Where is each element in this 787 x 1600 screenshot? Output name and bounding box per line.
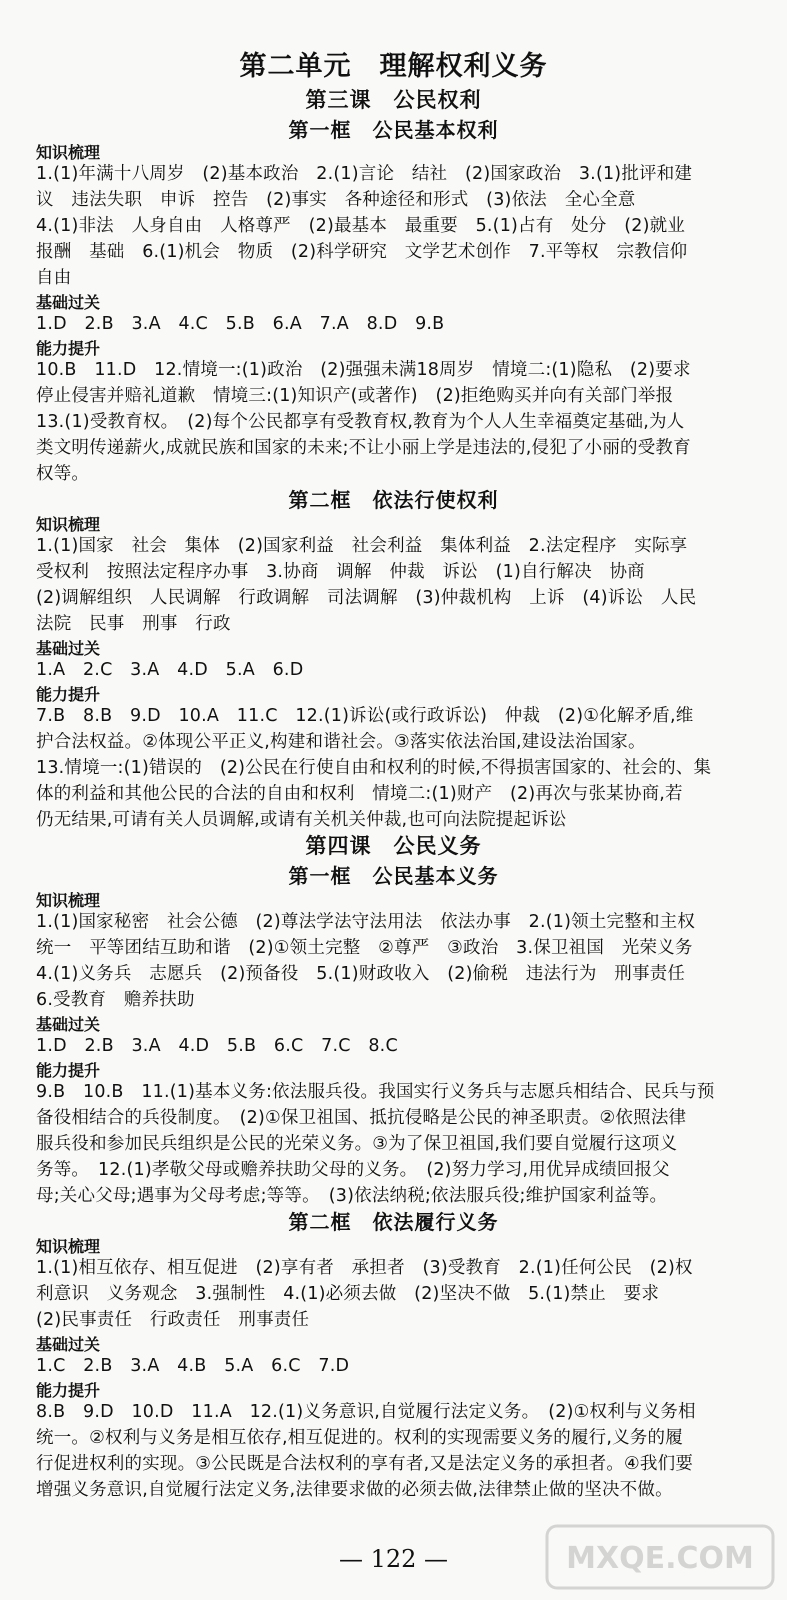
text-line: 仍无结果,可请有关人员调解,或请有关机关仲裁,也可向法院提起诉讼 — [36, 810, 567, 830]
text-line: 类文明传递薪火,成就民族和国家的未来;不让小丽上学是违法的,侵犯了小丽的受教育 — [36, 438, 691, 458]
text-line: 法院 民事 刑事 行政 — [36, 614, 231, 634]
section-knowledge: 知识梳理 — [36, 515, 101, 534]
text-line: 母;关心父母;遇事为父母考虑;等等。 (3)依法纳税;依法服兵役;维护国家利益等。 — [36, 1186, 668, 1206]
text-line: 6.受教育 赡养扶助 — [36, 990, 195, 1010]
watermark-logo — [545, 1522, 775, 1592]
answer-line: 1.D 2.B 3.A 4.C 5.B 6.A 7.A 8.D 9.B — [36, 314, 445, 334]
section-knowledge: 知识梳理 — [36, 891, 101, 910]
answer-line: 1.A 2.C 3.A 4.D 5.A 6.D — [36, 660, 304, 680]
frame-title: 第一框 公民基本义务 — [288, 864, 499, 888]
frame-title: 第一框 公民基本权利 — [288, 118, 499, 142]
text-line: 4.(1)非法 人身自由 人格尊严 (2)最基本 最重要 5.(1)占有 处分 (2)就业 — [36, 216, 686, 236]
text-line: 行促进权利的实现。③公民既是合法权利的享有者,又是法定义务的承担者。④我们要 — [36, 1454, 694, 1474]
watermark-text: MXQE.COM — [566, 1541, 754, 1576]
text-line: 9.B 10.B 11.(1)基本义务:依法服兵役。我国实行义务兵与志愿兵相结合、民兵与预 — [36, 1082, 715, 1102]
text-line: (2)调解组织 人民调解 行政调解 司法调解 (3)仲裁机构 上诉 (4)诉讼 人民 — [36, 588, 697, 608]
text-line: 8.B 9.D 10.D 11.A 12.(1)义务意识,自觉履行法定义务。 (2)①权利与义务相 — [36, 1402, 696, 1422]
section-ability: 能力提升 — [36, 1381, 101, 1400]
answer-line: 1.C 2.B 3.A 4.B 5.A 6.C 7.D — [36, 1356, 350, 1376]
page-number: — 122 — — [338, 1545, 449, 1573]
section-basic: 基础过关 — [36, 1015, 101, 1034]
section-ability: 能力提升 — [36, 339, 101, 358]
text-line: 1.(1)相互依存、相互促进 (2)享有者 承担者 (3)受教育 2.(1)任何公民 (2)权 — [36, 1258, 693, 1278]
text-line: 1.(1)国家 社会 集体 (2)国家利益 社会利益 集体利益 2.法定程序 实际享 — [36, 536, 688, 556]
text-line: 13.(1)受教育权。 (2)每个公民都享有受教育权,教育为个人人生幸福奠定基础,为人 — [36, 412, 685, 432]
text-line: 服兵役和参加民兵组织是公民的光荣义务。③为了保卫祖国,我们要自觉履行这项义 — [36, 1134, 678, 1154]
section-basic: 基础过关 — [36, 1335, 101, 1354]
text-line: 备役相结合的兵役制度。 (2)①保卫祖国、抵抗侵略是公民的神圣职责。②依照法律 — [36, 1108, 687, 1128]
text-line: 1.(1)国家秘密 社会公德 (2)尊法学法守法用法 依法办事 2.(1)领土完整和主权 — [36, 912, 696, 932]
text-line: 增强义务意识,自觉履行法定义务,法律要求做的必须去做,法律禁止做的坚决不做。 — [36, 1480, 673, 1500]
text-line: 权等。 — [36, 464, 90, 484]
text-line: 10.B 11.D 12.情境一:(1)政治 (2)强强未满18周岁 情境二:(1)隐私 (2)要求 — [36, 360, 691, 380]
text-line: 议 违法失职 申诉 控告 (2)事实 各种途径和形式 (3)依法 全心全意 — [36, 190, 636, 210]
unit-title: 第二单元 理解权利义务 — [239, 51, 548, 82]
section-knowledge: 知识梳理 — [36, 1237, 101, 1256]
text-line: 受权利 按照法定程序办事 3.协商 调解 仲裁 诉讼 (1)自行解决 协商 — [36, 562, 645, 582]
section-ability: 能力提升 — [36, 685, 101, 704]
text-line: 体的利益和其他公民的合法的自由和权利 情境二:(1)财产 (2)再次与张某协商,若 — [36, 784, 683, 804]
text-line: 自由 — [36, 268, 72, 288]
text-line: 1.(1)年满十八周岁 (2)基本政治 2.(1)言论 结社 (2)国家政治 3.(1)批评和建 — [36, 164, 693, 184]
frame-title: 第二框 依法行使权利 — [288, 488, 499, 512]
section-knowledge: 知识梳理 — [36, 143, 101, 162]
text-line: (2)民事责任 行政责任 刑事责任 — [36, 1310, 310, 1330]
text-line: 4.(1)义务兵 志愿兵 (2)预备役 5.(1)财政收入 (2)偷税 违法行为 刑事责任 — [36, 964, 686, 984]
text-line: 报酬 基础 6.(1)机会 物质 (2)科学研究 文学艺术创作 7.平等权 宗教信仰 — [36, 242, 688, 262]
section-basic: 基础过关 — [36, 639, 101, 658]
text-line: 护合法权益。②体现公平正义,构建和谐社会。③落实依法治国,建设法治国家。 — [36, 732, 646, 752]
lesson-4-title: 第四课 公民义务 — [305, 834, 482, 858]
text-line: 统一 平等团结互助和谐 (2)①领土完整 ②尊严 ③政治 3.保卫祖国 光荣义务 — [36, 938, 693, 958]
text-line: 停止侵害并赔礼道歉 情境三:(1)知识产(或著作) (2)拒绝购买并向有关部门举报 — [36, 386, 674, 406]
frame-title: 第二框 依法履行义务 — [288, 1210, 499, 1234]
text-line: 利意识 义务观念 3.强制性 4.(1)必须去做 (2)坚决不做 5.(1)禁止 要求 — [36, 1284, 660, 1304]
answer-line: 1.D 2.B 3.A 4.D 5.B 6.C 7.C 8.C — [36, 1036, 398, 1056]
text-line: 13.情境一:(1)错误的 (2)公民在行使自由和权利的时候,不得损害国家的、社会的、集 — [36, 758, 712, 778]
text-line: 务等。 12.(1)孝敬父母或赡养扶助父母的义务。 (2)努力学习,用优异成绩回报父 — [36, 1160, 670, 1180]
text-line: 统一。②权利与义务是相互依存,相互促进的。权利的实现需要义务的履行,义务的履 — [36, 1428, 683, 1448]
section-basic: 基础过关 — [36, 293, 101, 312]
text-line: 7.B 8.B 9.D 10.A 11.C 12.(1)诉讼(或行政诉讼) 仲裁 (2)①化解矛盾,维 — [36, 706, 694, 726]
section-ability: 能力提升 — [36, 1061, 101, 1080]
lesson-3-title: 第三课 公民权利 — [305, 88, 482, 112]
